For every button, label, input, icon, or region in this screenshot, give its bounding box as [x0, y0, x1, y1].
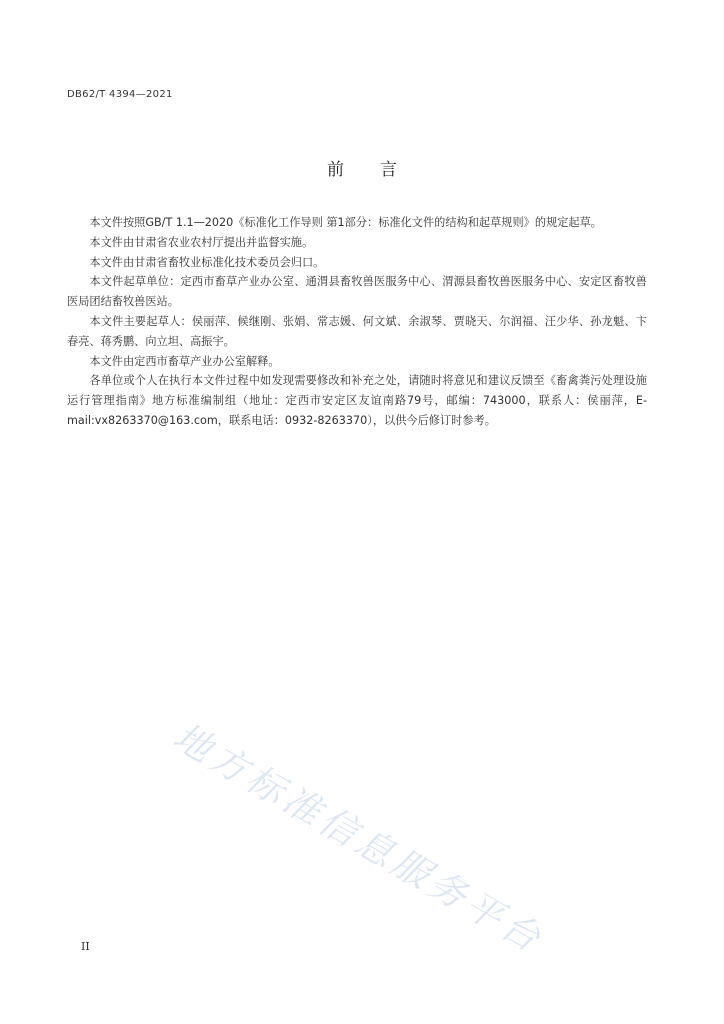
document-code: DB62/T 4394—2021 [67, 89, 173, 100]
paragraph-interpretation: 本文件由定西市畜草产业办公室解释。 [89, 354, 280, 368]
page-title: 前言 [327, 160, 433, 180]
paragraph-feedback: 各单位或个人在执行本文件过程中如发现需要修改和补充之处，请随时将意见和建议反馈至《畜禽粪污处理设施运行管理指南》地方标准编制组（地址：定西市安定区友谊南路79号，邮编：743000，联系人：侯丽萍，E-mail:vx8263370@163.com，联系电话：0932-8263370），以供今后修订时参考。 [67, 374, 647, 427]
paragraph-drafting-rules: 本文件按照GB/T 1.1—2020《标准化工作导则 第1部分：标准化文件的结构和起草规则》的规定起草。 [89, 216, 602, 229]
watermark: 地方标准信息服务平台 [166, 714, 552, 963]
paragraph-proposer: 本文件由甘肃省农业农村厅提出并监督实施。 [89, 235, 314, 249]
paragraph-committee: 本文件由甘肃省畜牧业标准化技术委员会归口。 [89, 255, 325, 269]
paragraph-drafters: 本文件主要起草人：侯丽萍、候继刚、张娟、常志媛、何文斌、余淑琴、贾晓天、尔润福、汪少华、孙龙魁、卞春亮、蒋秀鹏、向立坦、高振宇。 [67, 314, 647, 348]
page-number: II [81, 940, 90, 953]
paragraph-drafting-units: 本文件起草单位：定西市畜草产业办公室、通渭县畜牧兽医服务中心、渭源县畜牧兽医服务中心、安定区畜牧兽医局团结畜牧兽医站。 [67, 275, 647, 309]
foreword-body [67, 213, 647, 431]
